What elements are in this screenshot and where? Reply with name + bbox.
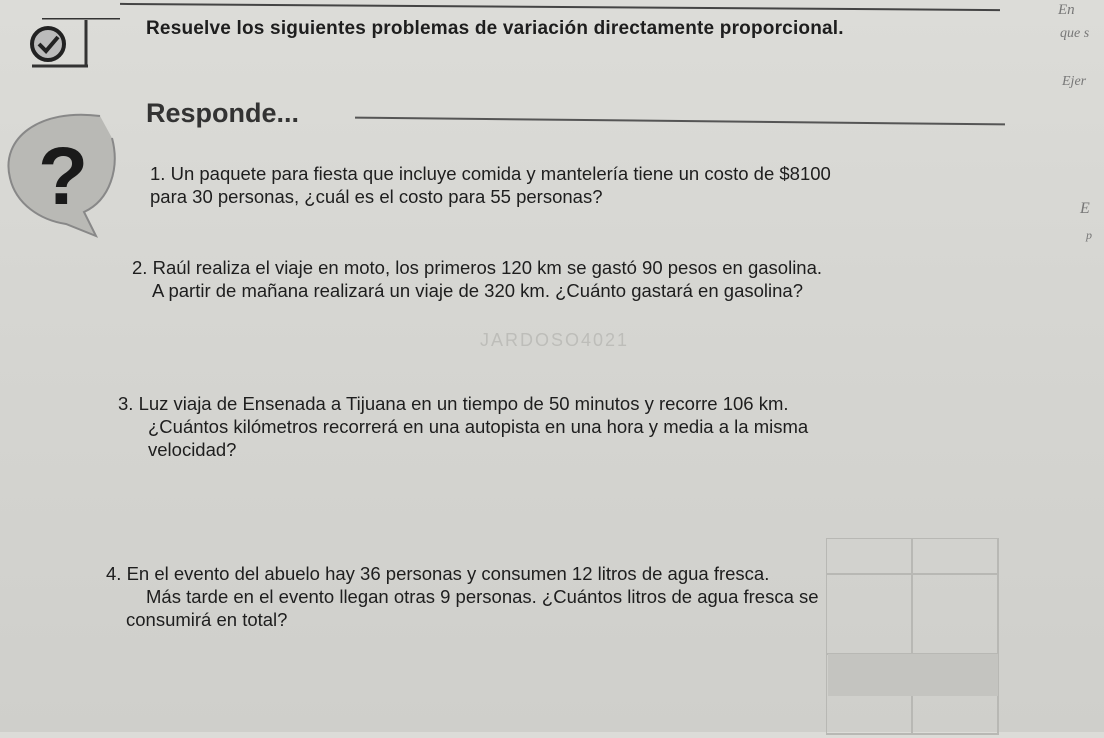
question-number: 1. xyxy=(150,163,166,184)
bleed-through-text: JARDOSO4021 xyxy=(480,330,630,350)
question-line: ¿Cuántos kilómetros recorrerá en una autopista en una hora y media a la misma xyxy=(148,416,809,437)
question-line: Raúl realiza el viaje en moto, los primeros 120 km se gastó 90 pesos en gasolina. xyxy=(152,257,823,278)
margin-note: p xyxy=(1086,228,1092,242)
checklist-icon xyxy=(28,18,120,70)
question-4 xyxy=(106,562,1036,631)
question-number: 4. xyxy=(106,563,122,584)
question-line: A partir de mañana realizará un viaje de 320 km. ¿Cuánto gastará en gasolina? xyxy=(152,280,803,301)
question-line: consumirá en total? xyxy=(126,609,288,630)
responde-heading: Responde... xyxy=(146,98,300,128)
question-line: Luz viaja de Ensenada a Tijuana en un tiempo de 50 minutos y recorre 106 km. xyxy=(138,393,789,414)
question-3 xyxy=(118,392,1048,461)
question-2 xyxy=(132,256,1012,302)
answer-line xyxy=(355,117,1005,126)
question-1 xyxy=(150,162,1020,208)
question-number: 2. xyxy=(132,257,148,278)
margin-note: En xyxy=(1058,2,1075,18)
margin-note: Ejer xyxy=(1062,74,1087,89)
margin-note: E xyxy=(1080,200,1090,217)
question-line: velocidad? xyxy=(148,439,237,460)
question-bubble-icon xyxy=(0,108,118,238)
question-line: Un paquete para fiesta que incluye comida y mantelería tiene un costo de $8100 xyxy=(170,163,831,184)
page-title: Resuelve los siguientes problemas de variación directamente proporcional. xyxy=(146,18,844,39)
question-line: para 30 personas, ¿cuál es el costo para 55 personas? xyxy=(150,186,603,207)
question-number: 3. xyxy=(118,393,134,414)
question-line: Más tarde en el evento llegan otras 9 personas. ¿Cuántos litros de agua fresca se xyxy=(146,586,819,607)
svg-text:?: ? xyxy=(38,131,89,222)
margin-note: que s xyxy=(1060,26,1090,41)
question-line: En el evento del abuelo hay 36 personas y consumen 12 litros de agua fresca. xyxy=(126,563,770,584)
top-rule xyxy=(120,3,1000,11)
